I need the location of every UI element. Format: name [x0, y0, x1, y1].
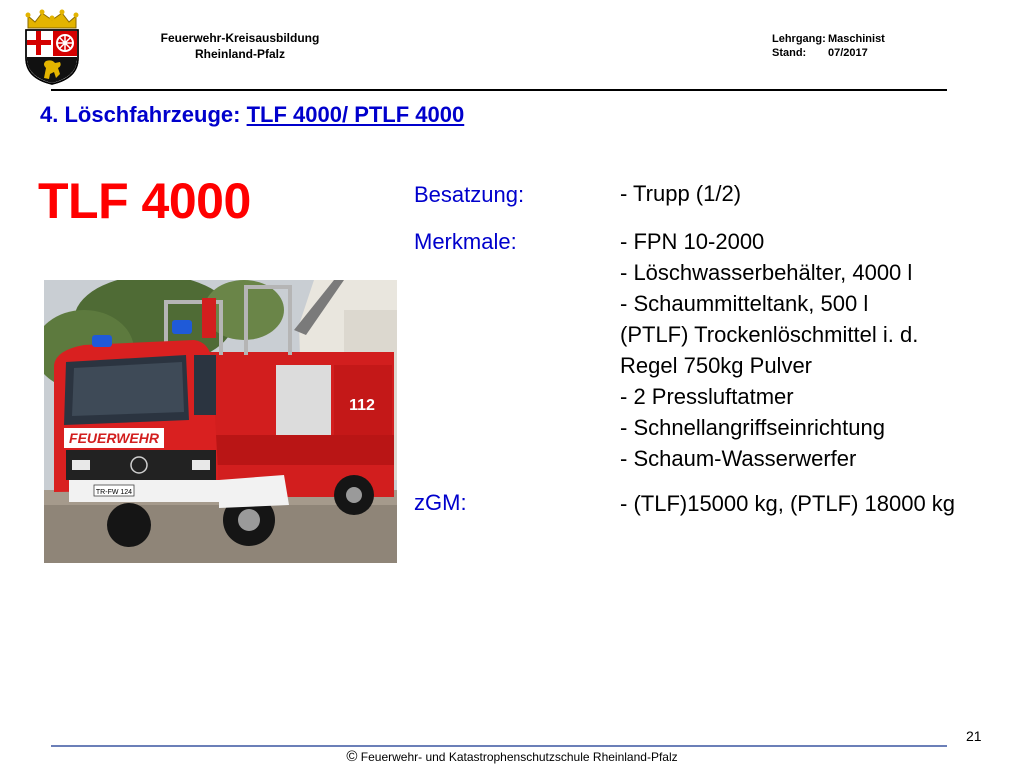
- course-key: Lehrgang:: [772, 33, 826, 45]
- footer-divider: [51, 745, 947, 747]
- slide-title-prefix: 4. Löschfahrzeuge:: [40, 102, 247, 127]
- weight-label: zGM:: [414, 490, 467, 515]
- feature-item: - Löschwasserbehälter, 4000 l: [620, 260, 913, 285]
- features-list: [620, 226, 918, 474]
- vehicle-heading: TLF 4000: [38, 173, 251, 229]
- crew-value: - Trupp (1/2): [620, 181, 742, 206]
- fire-truck-photo: [44, 280, 397, 563]
- header-org-line2: Rheinland-Pfalz: [194, 47, 285, 61]
- page-number: 21: [966, 728, 982, 744]
- license-plate: TR-FW 124: [95, 489, 133, 496]
- status-value: 07/2017: [828, 47, 868, 59]
- truck-lettering: FEUERWEHR: [69, 430, 159, 446]
- copyright-symbol: ©: [346, 748, 358, 765]
- copyright-text: Feuerwehr- und Katastrophenschutzschule Rheinland-Pfalz: [357, 750, 678, 764]
- emergency-number: 112: [349, 397, 375, 414]
- header-org-line1: Feuerwehr-Kreisausbildung: [160, 31, 320, 45]
- slide-title: [40, 102, 464, 128]
- features-label: Merkmale:: [414, 229, 517, 254]
- coat-of-arms-logo: [22, 8, 82, 86]
- feature-item: - Schaum-Wasserwerfer: [620, 446, 857, 471]
- header-course-info: [772, 32, 885, 60]
- course-value: Maschinist: [828, 33, 885, 45]
- footer-copyright: [0, 748, 1024, 765]
- feature-item: (PTLF) Trockenlöschmittel i. d.: [620, 322, 919, 347]
- status-key: Stand:: [772, 47, 807, 59]
- feature-item: - 2 Pressluftatmer: [620, 384, 794, 409]
- slide-title-link: TLF 4000/ PTLF 4000: [246, 102, 465, 127]
- crew-label: Besatzung:: [414, 182, 525, 207]
- feature-item: Regel 750kg Pulver: [620, 353, 813, 378]
- header-divider: [51, 89, 947, 91]
- feature-item: - Schnellangriffseinrichtung: [620, 415, 885, 440]
- feature-item: - Schaummitteltank, 500 l: [620, 291, 869, 316]
- weight-value: - (TLF)15000 kg, (PTLF) 18000 kg: [620, 491, 956, 516]
- header-organization: [135, 30, 345, 62]
- feature-item: - FPN 10-2000: [620, 229, 765, 254]
